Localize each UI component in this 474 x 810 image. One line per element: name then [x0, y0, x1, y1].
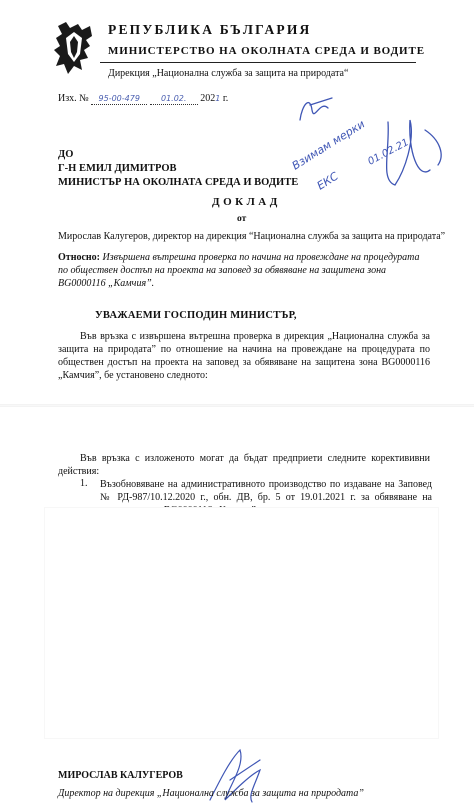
annotation-line2: ЕКС: [314, 169, 341, 193]
body-paragraph-1: Във връзка с извършена вътрешна проверка в дирекция „Национална служба за защита на природата” по отношение на начина на провеждане на процедурата по обществен достъп на проекта на заповед за обявяване на защитена зона BG0000116 „Камчия”, бе установено следното:: [58, 331, 430, 381]
signatory-role: Директор на дирекция „Национална служба за защита на природата”: [58, 788, 364, 799]
reference-year: 202: [200, 93, 216, 104]
subject-block: [58, 251, 430, 290]
reference-date: 01.02.: [160, 94, 187, 103]
paper-fold: [0, 404, 474, 407]
addressee-title: МИНИСТЪР НА ОКОЛНАТА СРЕДА И ВОДИТЕ: [58, 177, 299, 188]
subject-text: Извършена вътрешна проверка по начина на провеждане на процедурата по обществен достъп на проекта на заповед за обявяване на защитена зона BG0000116 „Камчия”.: [58, 252, 420, 289]
redacted-area: [45, 508, 438, 738]
subject-label: Относно:: [58, 252, 100, 263]
list-item-text: Възобновяване на административното производство по издаване на Заповед № РД-987/10.12.2020 г., обн. ДВ, бр. 5 от 19.01.2021 г. за обявяване на: [100, 479, 432, 503]
reference-number: 95-00-479: [98, 94, 140, 103]
author-line: Мирослав Калугеров, директор на дирекция “Национална служба за защита на природата”: [58, 231, 446, 242]
from-word: от: [237, 214, 247, 224]
ministry-title: МИНИСТЕРСТВО НА ОКОЛНАТА СРЕДА И ВОДИТЕ: [108, 45, 425, 57]
directorate-line: Дирекция „Национална служба за защита на природата“: [108, 68, 349, 79]
annotation-line1: Взимам мерки: [289, 117, 368, 173]
coat-of-arms-icon: [50, 18, 98, 80]
reference-prefix: Изх. №: [58, 93, 89, 104]
body-paragraph-2: Във връзка с изложеното могат да бъдат предприети следните коректививни действия:: [58, 453, 430, 477]
signatory-name: МИРОСЛАВ КАЛУГЕРОВ: [58, 770, 183, 781]
document-title: ДОКЛАД: [212, 196, 281, 208]
reference-year-hand: 1: [215, 94, 221, 103]
addressee-name: Г-Н ЕМИЛ ДИМИТРОВ: [58, 163, 177, 174]
addressee-to: ДО: [58, 149, 74, 160]
outgoing-reference: [58, 93, 228, 105]
list-item-number: 1.: [80, 478, 88, 489]
republic-title: РЕПУБЛИКА БЪЛГАРИЯ: [108, 22, 312, 37]
handwritten-signature: [200, 740, 280, 810]
reference-suffix: г.: [222, 93, 229, 104]
annotation-date: 01.02.21: [366, 137, 411, 168]
salutation: УВАЖАЕМИ ГОСПОДИН МИНИСТЪР,: [95, 310, 297, 321]
